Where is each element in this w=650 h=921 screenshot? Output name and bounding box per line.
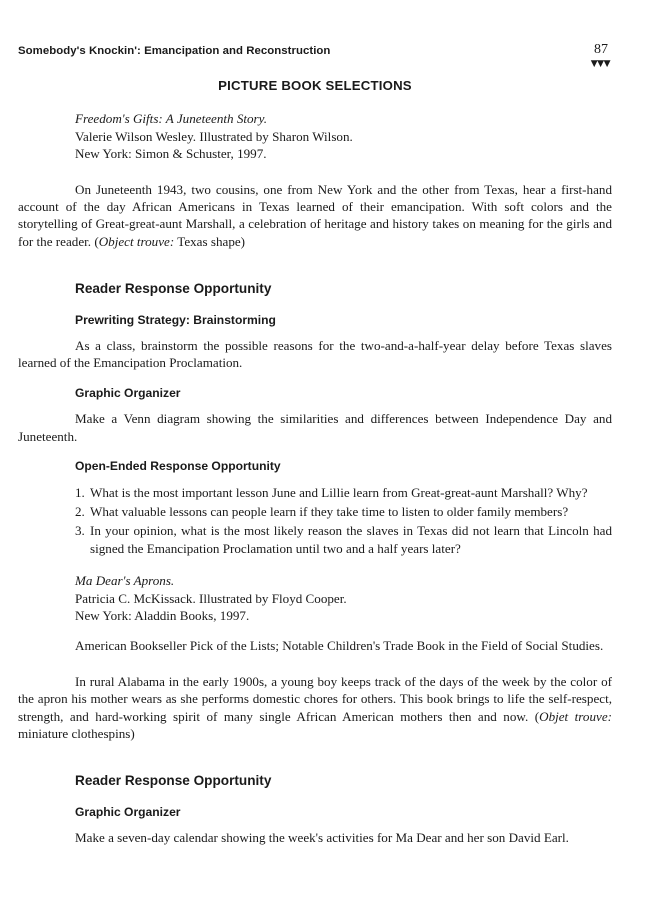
graphic-organizer-text: Make a Venn diagram showing the similarities and differences between Independence Day and Juneteenth. [18,411,612,444]
book-authors: Patricia C. McKissack. Illustrated by Floyd Cooper. [75,590,347,606]
book-publisher: New York: Simon & Schuster, 1997. [75,146,267,162]
reader-response-heading: Reader Response Opportunity [75,281,272,297]
book-publisher: New York: Aladdin Books, 1997. [75,607,250,623]
objet-value: miniature clothespins) [18,725,135,741]
book-page [18,36,612,847]
objet-label: Object trouve: [98,233,175,249]
book-citation-freedoms-gifts [18,110,612,162]
running-title: Somebody's Knockin': Emancipation and Reconstruction [18,45,331,57]
page-number: 87 [594,42,608,57]
summary-text: In rural Alabama in the early 1900s, a young boy keeps track of the days of the week by the color of the apron his mother wears as she performs domestic chores for others. This book brings to life the self-respect, strength, and hard-working spirit of many single African American mothers then and now. ( [18,673,612,724]
graphic-organizer-heading: Graphic Organizer [75,804,181,819]
question-number: 2. [75,503,85,519]
book-awards: American Bookseller Pick of the Lists; Notable Children's Trade Book in the Field of Social Studies. [75,638,604,654]
running-header [18,36,612,69]
open-ended-heading: Open-Ended Response Opportunity [75,459,281,474]
list-item [18,522,612,557]
question-text: What is the most important lesson June and Lillie learn from Great-great-aunt Marshall? Why? [90,484,588,500]
question-text: In your opinion, what is the most likely reason the slaves in Texas did not learn that Lincoln had signed the Emancipation Proclamation until two and a half years later? [90,523,612,556]
triangle-marks-icon: ▼▼▼ [590,59,610,69]
book-title: Ma Dear's Aprons. [75,573,175,589]
book-citation-ma-dears-aprons [18,572,612,624]
question-number: 3. [75,523,85,539]
objet-label: Objet trouve: [539,708,612,724]
book-title: Freedom's Gifts: A Juneteenth Story. [75,111,268,127]
prewriting-text: As a class, brainstorm the possible reasons for the two-and-a-half-year delay before Texas slaves learned of the Emancipation Proclamation. [18,338,612,371]
book-summary [18,673,612,743]
objet-value: Texas shape) [174,233,246,249]
reader-response-heading: Reader Response Opportunity [75,773,272,789]
list-item [18,503,612,520]
list-item [18,484,612,501]
graphic-organizer-heading: Graphic Organizer [75,385,181,400]
graphic-organizer-text: Make a seven-day calendar showing the week's activities for Ma Dear and her son David Earl. [75,830,569,846]
question-list [18,484,612,558]
summary-text: On Juneteenth 1943, two cousins, one from New York and the other from Texas, hear a first-hand account of the day African Americans in Texas learned of their emancipation. With soft colors and the storytelling of Great-great-aunt Marshall, a celebration of heritage and history takes on meaning for the girls and for the reader. ( [18,181,612,249]
book-summary [18,181,612,251]
question-text: What valuable lessons can people learn if they take time to listen to older family members? [90,503,569,519]
question-number: 1. [75,484,85,500]
book-authors: Valerie Wilson Wesley. Illustrated by Sharon Wilson. [75,128,353,144]
section-title: PICTURE BOOK SELECTIONS [218,78,412,93]
prewriting-heading: Prewriting Strategy: Brainstorming [75,312,276,327]
